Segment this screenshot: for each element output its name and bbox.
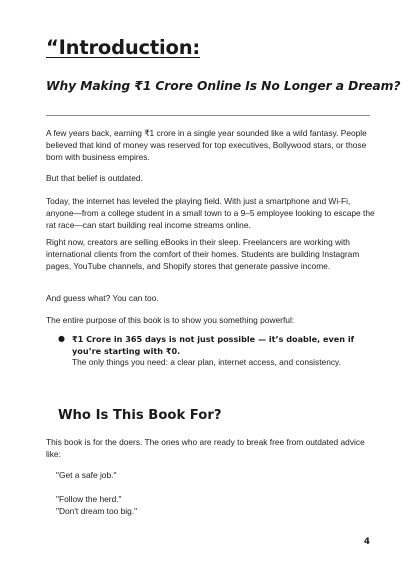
chapter-title: “Introduction: (46, 36, 200, 59)
paragraph-creators: Right now, creators are selling eBooks in their sleep. Freelancers are working with international clients from the comfort of their homes. Students are building Instagram pages, YouTube channels, and Shopify stores that generate passive income. (46, 237, 360, 271)
bullet-dot-icon: ● (58, 334, 65, 343)
paragraph-guess: And guess what? You can too. (46, 293, 159, 303)
quote-line: "Get a safe job." (56, 470, 117, 480)
paragraph-belief: But that belief is outdated. (46, 173, 143, 183)
horizontal-divider (46, 115, 370, 116)
quote-line: "Don't dream too big." (56, 506, 138, 516)
bullet-body-text: The only things you need: a clear plan, internet access, and consistency. (72, 357, 341, 367)
page-number: 4 (364, 537, 370, 547)
quote-line: "Follow the herd." (56, 494, 122, 504)
paragraph-purpose: The entire purpose of this book is to show you something powerful: (46, 315, 295, 325)
chapter-subtitle: Why Making ₹1 Crore Online Is No Longer a Dream? (46, 79, 401, 93)
bullet-bold-text: ₹1 Crore in 365 days is not just possible — it’s doable, even if you’re starting with ₹0. (72, 334, 355, 356)
paragraph-doers: This book is for the doers. The ones who are ready to break free from outdated advice like: (46, 437, 365, 459)
paragraph-internet: Today, the internet has leveled the playing field. With just a smartphone and Wi-Fi, anyone—from a college student in a small town to a 9–5 employee looking to escape the rat race—can start building real income streams online. (46, 196, 375, 230)
paragraph-intro: A few years back, earning ₹1 crore in a single year sounded like a wild fantasy. People believed that kind of money was reserved for top executives, Bollywood stars, or those born with business empires. (46, 128, 367, 162)
section-heading: Who Is This Book For? (58, 408, 222, 423)
